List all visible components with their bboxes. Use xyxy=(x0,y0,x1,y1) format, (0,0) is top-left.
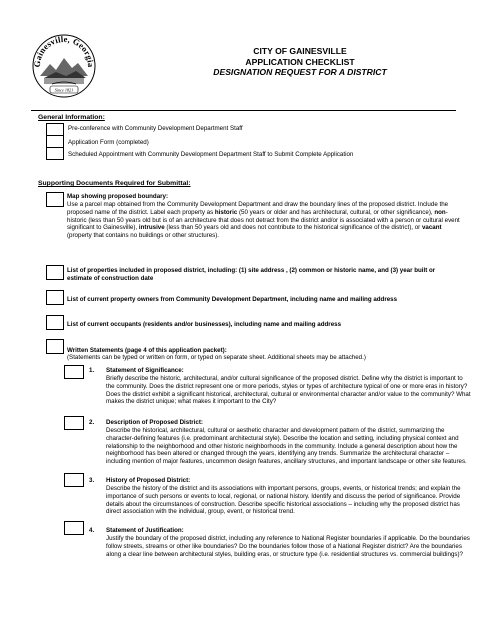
statement-4-title: Statement of Justification: xyxy=(106,527,184,534)
header-designation: DESIGNATION REQUEST FOR A DISTRICT xyxy=(213,67,387,77)
checkbox-appointment[interactable] xyxy=(46,147,64,160)
statement-4-number: 4. xyxy=(89,527,95,534)
checkbox-owners-list[interactable] xyxy=(46,290,64,305)
statement-1-title: Statement of Significance: xyxy=(106,367,184,374)
map-body-non: non xyxy=(434,208,446,216)
general-item-1: Pre-conference with Community Development Department Staff xyxy=(68,125,243,132)
statement-2-number: 2. xyxy=(89,419,95,426)
checkbox-statement-2[interactable] xyxy=(64,416,84,430)
supporting-docs-title: Supporting Documents Required for Submittal: xyxy=(38,180,191,187)
statements-note: (Statements can be typed or written on form, or typed on separate sheet. Additional sheets may be attached.) xyxy=(67,354,366,361)
checkbox-statement-3[interactable] xyxy=(64,473,84,487)
logo-since: Since 1821 xyxy=(54,87,74,93)
map-body-4: -historic (less than 50 years old but is of an architecture that does not detract from the district and/or is associated with a person or cultural event significant to Gainesville), xyxy=(67,208,460,232)
checkbox-map[interactable] xyxy=(46,192,64,207)
document-header xyxy=(150,46,450,78)
statement-2-title: Description of Proposed District: xyxy=(106,419,203,426)
general-item-2: Application Form (completed) xyxy=(68,139,149,146)
statements-title: Written Statements (page 4 of this application packet): xyxy=(67,347,227,354)
header-checklist: APPLICATION CHECKLIST xyxy=(245,56,355,67)
statement-3-number: 3. xyxy=(89,477,95,484)
general-info-title: General Information: xyxy=(38,114,105,121)
map-body-2: (50 years or older and has architectural, cultural, or other significance), xyxy=(237,208,435,216)
map-body-8: (property that contains no buildings or other structures). xyxy=(67,232,220,240)
owners-list-text: List of current property owners from Community Development Department, including name and mailing address xyxy=(67,296,398,303)
properties-list-text: List of properties included in proposed district, including: (1) site address , (2) common or historic name, and (3) year built or estimate of construction date xyxy=(67,267,436,282)
occupants-list-text: List of current occupants (residents and/or businesses), including name and mailing address xyxy=(67,321,342,328)
checkbox-statement-4[interactable] xyxy=(64,521,84,535)
statement-3-title: History of Proposed District: xyxy=(106,477,191,484)
header-rule xyxy=(31,110,456,111)
map-body-0: Use a parcel map obtained from the Community Development Department and draw the boundary lines of the proposed district. Include the proposed name of the district. Label each property as xyxy=(67,201,449,216)
map-title: Map showing proposed boundary: xyxy=(67,193,169,200)
statement-1-number: 1. xyxy=(89,367,95,374)
checkbox-occupants-list[interactable] xyxy=(46,315,64,330)
map-body-6: (less than 50 years old and does not contribute to the historical significance of the district), or xyxy=(164,224,422,232)
map-body-historic: historic xyxy=(214,208,238,216)
statement-3-body: Describe the history of the district and its associations with important persons, groups, events, or historical trends; and explain the importance of such persons or events to local, regional, or national history. Identify and discuss the period of significance. Provide details about the circumstances of construction. Describe specific historical associations – including why the proposed district has direct association with the individual, group, event, or historical trend. xyxy=(106,485,461,516)
statement-1-body: Briefly describe the historic, architectural, and/or cultural significance of the proposed district. Define why the district is important to the community. Does the district represent one or more periods, styles or types of architecture typical of one or more eras in history? Does the district exhibit a significant historical, architectural, cultural or environmental character and/or value to the community? What makes the district unique; what makes it important to the City? xyxy=(106,375,471,406)
header-city: CITY OF GAINESVILLE xyxy=(253,46,347,56)
checkbox-properties-list[interactable] xyxy=(46,265,64,280)
map-description xyxy=(67,201,461,240)
logo-title: Gainesville, Georgia xyxy=(31,33,97,68)
checkbox-statement-1[interactable] xyxy=(64,365,84,379)
city-logo xyxy=(30,30,98,100)
map-body-vacant: vacant xyxy=(421,224,442,232)
checkbox-written-statements[interactable] xyxy=(46,339,64,354)
statement-2-body: Describe the historical, architectural, cultural or aesthetic character and development pattern of the district, summarizing the character-defining features (i.e. predominant architectural style). Describe the location and setting, including physical context and relationship to the neighborhood and other historic neighborhoods in the community. Include a general description about how the neighborhood has been altered or changed through the years, identifying any trends. Summarize the architectural character – including mention of major features, uncommon design features, ancillary structures, and important landscape or other site features. xyxy=(106,427,467,466)
general-item-3: Scheduled Appointment with Community Development Department Staff to Submit Complete Application xyxy=(68,151,354,158)
map-body-intrusive: intrusive xyxy=(138,224,165,232)
statement-4-body: Justify the boundary of the proposed district, including any reference to National Register boundaries if applicable. Do the boundaries follow streets, streams or other like boundaries? Do the boundaries follow those of a National Register district? Are the boundaries along a clear line between architectural styles, building eras, or structure type (i.e. residential structures vs. commercial buildings)? xyxy=(106,535,470,558)
